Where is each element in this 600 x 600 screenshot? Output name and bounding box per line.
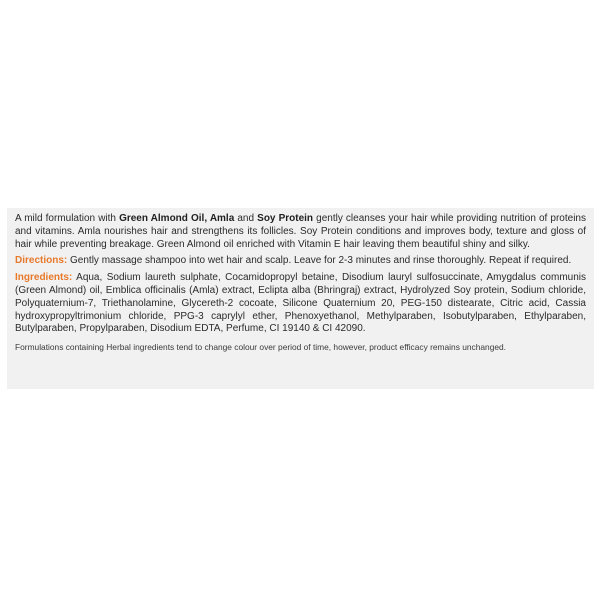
key-ingredient-soy-protein: Soy Protein — [257, 213, 314, 224]
directions-text: Gently massage shampoo into wet hair and scalp. Leave for 2-3 minutes and rinse thoroughly. Repeat if required. — [67, 255, 572, 267]
intro-paragraph — [15, 213, 586, 251]
ingredients-text: Aqua, Sodium laureth sulphate, Cocamidopropyl betaine, Disodium lauryl sulfosuccinate, Amygdalus communis (Green Almond) oil, Emblica officinalis (Amla) extract, Eclipta alba (Bhringraj) extract, Hydrolyzed Soy protein, Sodium chloride, Polyquaternium-7, Triethanolamine, Glycereth-2 cocoate, Silicone Quaternium 20, PEG-150 distearate, Citric acid, Cassia hydroxypropyltrimonium chloride, PPG-3 caprylyl ether, Phenoxyethanol, Methylparaben, Isobutylparaben, Ethylparaben, Butylparaben, Propylparaben, Disodium EDTA, Perfume, CI 19140 & CI 42090. — [15, 272, 586, 335]
footnote-disclaimer: Formulations containing Herbal ingredients tend to change colour over period of time, however, product efficacy remains unchanged. — [15, 342, 506, 353]
product-label-panel — [7, 208, 594, 389]
key-ingredient-almond-amla: Green Almond Oil, Amla — [119, 213, 235, 224]
directions-label: Directions: — [15, 255, 68, 267]
intro-body: gently cleanses your hair while providing nutrition of proteins and vitamins. Amla nourishes hair and strengthens its follicles. Soy Protein conditions and improves body, texture and gloss of hair while preventing breakage. Green Almond oil enriched with Vitamin E hair leaving them beautiful shiny and silky. — [15, 213, 586, 250]
directions-paragraph — [15, 255, 586, 268]
ingredients-paragraph — [15, 272, 586, 336]
ingredients-label: Ingredients: — [15, 272, 73, 284]
intro-lead: A mild formulation with — [15, 213, 120, 224]
intro-joiner: and — [234, 213, 258, 224]
